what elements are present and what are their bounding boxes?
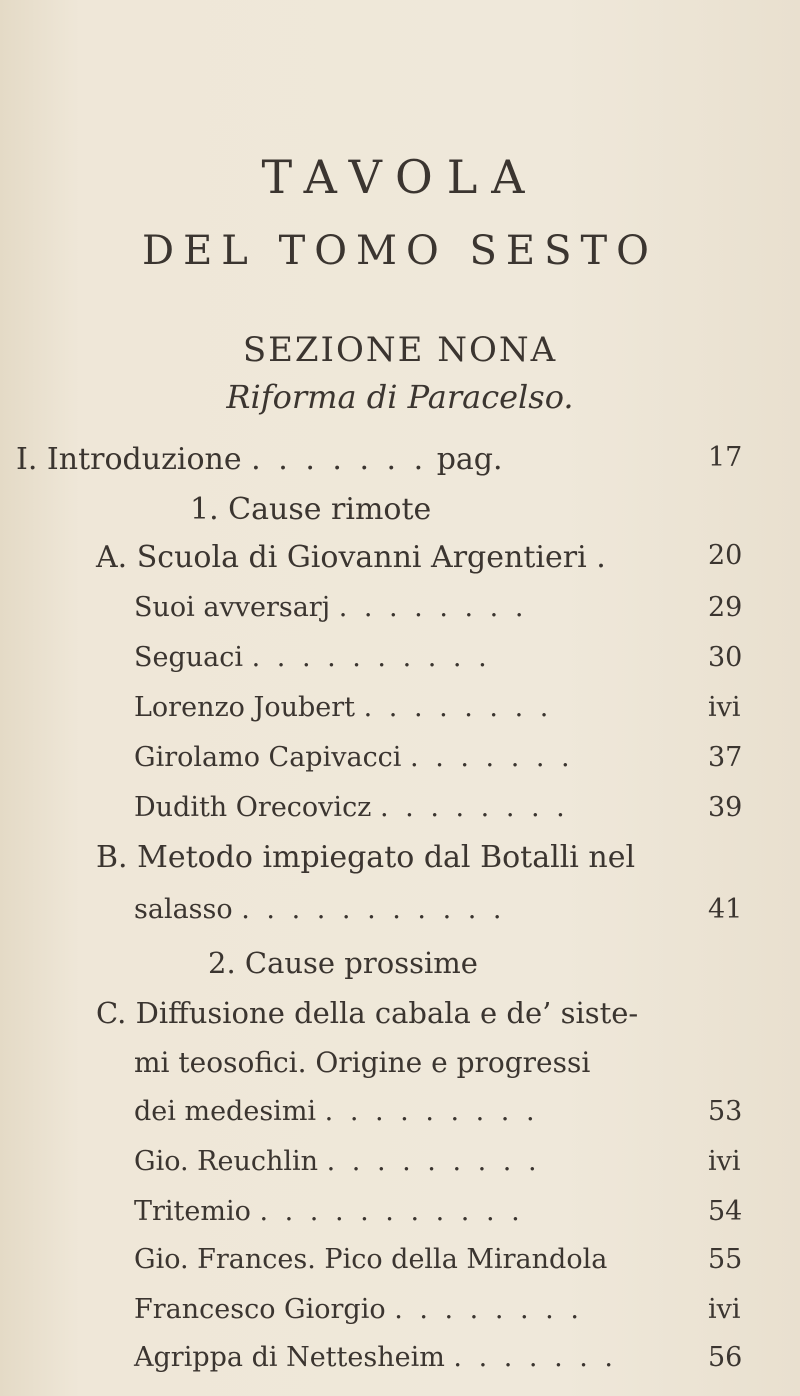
leader-dots: . . . . . . . . . bbox=[326, 1146, 541, 1177]
page-number: 29 bbox=[708, 592, 743, 623]
toc-entry bbox=[134, 1196, 524, 1227]
toc-entry bbox=[134, 1294, 583, 1325]
page-number: 37 bbox=[708, 742, 743, 773]
page-number: ivi bbox=[708, 1146, 741, 1177]
page-number: 54 bbox=[708, 1196, 743, 1227]
toc-entry bbox=[134, 1096, 539, 1127]
page-number: 56 bbox=[708, 1342, 743, 1373]
leader-dots: . . . . . . . . . . . bbox=[241, 894, 506, 925]
leader-dots: . . . . . . . . bbox=[394, 1294, 583, 1325]
page-number: 53 bbox=[708, 1096, 743, 1127]
leader-dots: . . . . . . . . bbox=[363, 692, 553, 723]
leader-dots: . . . . . . . . . . . bbox=[259, 1196, 524, 1227]
toc-entry bbox=[134, 1342, 617, 1373]
page-number: ivi bbox=[708, 1294, 741, 1325]
page-number: 39 bbox=[708, 792, 743, 823]
entry-text: A. Scuola di Giovanni Argentieri bbox=[96, 540, 587, 575]
entry-text: Gio. Reuchlin bbox=[134, 1146, 319, 1177]
leader-dots: . . . . . . . . bbox=[338, 592, 528, 623]
entry-text: dei medesimi bbox=[134, 1096, 317, 1127]
page-number: 41 bbox=[708, 894, 743, 925]
page-title: TAVOLA bbox=[261, 150, 539, 204]
leader-dots: . . . . . . . bbox=[410, 742, 574, 773]
toc-entry bbox=[134, 894, 505, 925]
toc-subheading: 1. Cause rimote bbox=[190, 492, 432, 527]
entry-text: Lorenzo Joubert bbox=[134, 692, 356, 723]
entry-text: salasso bbox=[134, 894, 233, 925]
toc-entry bbox=[134, 742, 574, 773]
volume-heading: DEL TOMO SESTO bbox=[142, 228, 658, 274]
toc-entry bbox=[134, 692, 552, 723]
page-number: ivi bbox=[708, 692, 741, 723]
toc-entry bbox=[134, 1244, 607, 1275]
toc-entry bbox=[134, 592, 527, 623]
leader-dots: . . . . . . . . . . bbox=[251, 642, 491, 673]
toc-entry: B. Metodo impiegato dal Botalli nel bbox=[96, 840, 636, 875]
leader-dots: . . . . . . . bbox=[251, 442, 428, 477]
toc-entry bbox=[134, 792, 569, 823]
leader-dots: . bbox=[596, 540, 610, 575]
entry-text: Seguaci bbox=[134, 642, 244, 673]
page-number: 55 bbox=[708, 1244, 743, 1275]
leader-dots: . . . . . . . bbox=[453, 1342, 617, 1373]
toc-entry: mi teosofici. Origine e progressi bbox=[134, 1046, 591, 1079]
section-subtitle: Riforma di Paracelso. bbox=[226, 378, 574, 416]
entry-text: Agrippa di Nettesheim bbox=[134, 1342, 445, 1373]
toc-entry: C. Diffusione della cabala e de’ siste- bbox=[96, 996, 639, 1030]
entry-text: Gio. Frances. Pico della Mirandola bbox=[134, 1244, 608, 1275]
toc-entry bbox=[134, 642, 491, 673]
toc-entry bbox=[134, 1146, 541, 1177]
page-number: 30 bbox=[708, 642, 743, 673]
entry-text: Dudith Orecovicz bbox=[134, 792, 372, 823]
leader-dots: . . . . . . . . . bbox=[324, 1096, 539, 1127]
entry-text: Francesco Giorgio bbox=[134, 1294, 386, 1325]
toc-entry bbox=[16, 442, 503, 477]
section-heading: SEZIONE NONA bbox=[242, 330, 558, 370]
toc-entry bbox=[96, 540, 610, 575]
entry-text: I. Introduzione bbox=[16, 442, 242, 477]
toc-subheading: 2. Cause prossime bbox=[208, 946, 478, 980]
leader-dots: . . . . . . . . bbox=[380, 792, 569, 823]
page-label: pag. bbox=[436, 442, 503, 477]
page-number: 20 bbox=[708, 540, 743, 571]
entry-text: Tritemio bbox=[134, 1196, 251, 1227]
page-number: 17 bbox=[708, 442, 743, 473]
entry-text: Suoi avversarj bbox=[134, 592, 331, 623]
entry-text: Girolamo Capivacci bbox=[134, 742, 402, 773]
